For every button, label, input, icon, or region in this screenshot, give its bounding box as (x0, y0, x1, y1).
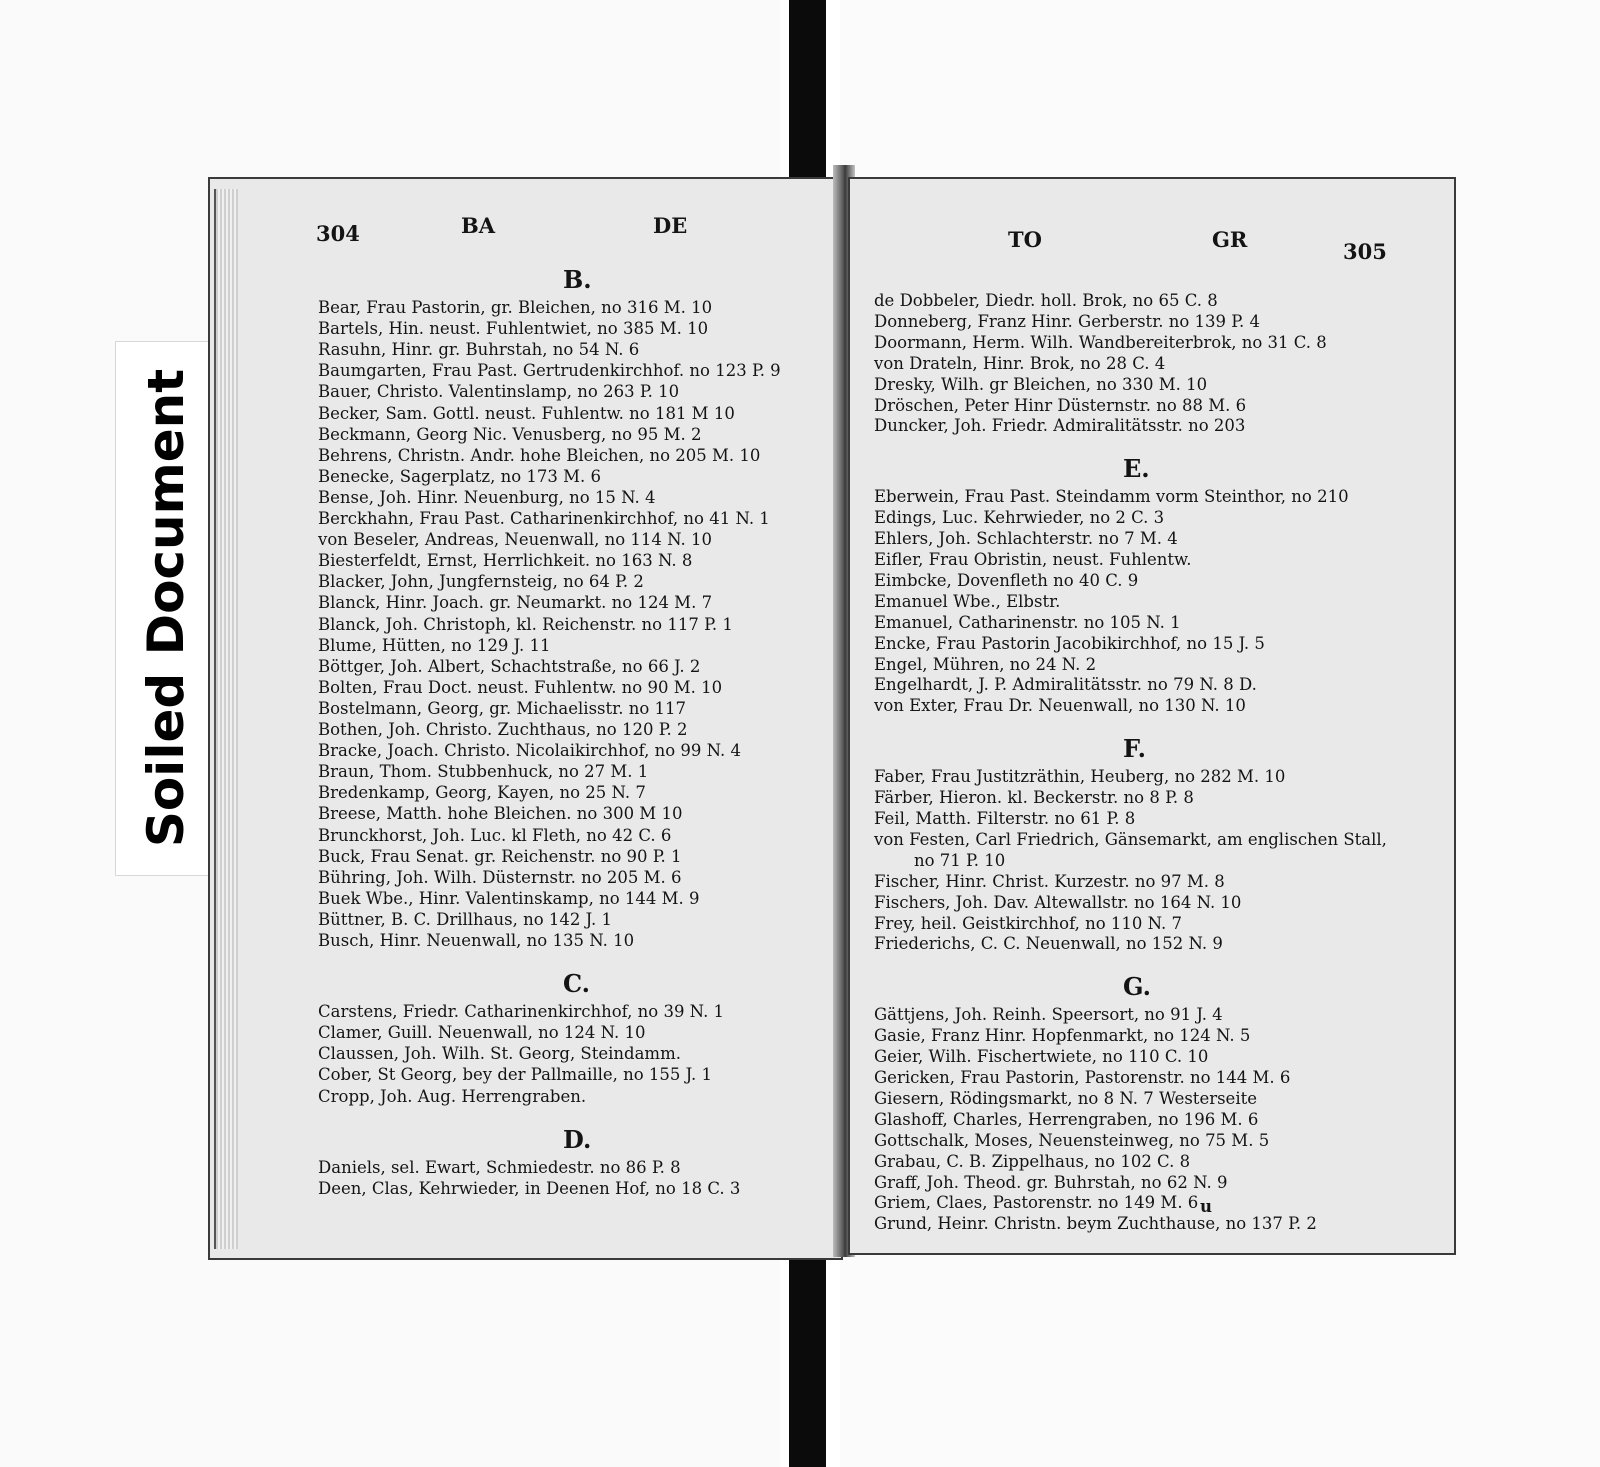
stamp-label: Soiled Document (137, 368, 195, 848)
right-running-head-end: GR (1212, 227, 1248, 252)
directory-entry: Grabau, C. B. Zippelhaus, no 102 C. 8 (874, 1151, 1191, 1171)
directory-entry: Becker, Sam. Gottl. neust. Fuhlentw. no 181 M 10 (318, 403, 735, 423)
right-page-number: 305 (1343, 239, 1387, 264)
directory-entry: Braun, Thom. Stubbenhuck, no 27 M. 1 (318, 762, 649, 782)
directory-entry: Baumgarten, Frau Past. Gertrudenkirchhof. no 123 P. 9 (318, 361, 781, 381)
directory-entry: Fischers, Joh. Dav. Altewallstr. no 164 N. 10 (874, 892, 1242, 912)
directory-entry: Engelhardt, J. P. Admiralitätsstr. no 79 N. 8 D. (874, 675, 1257, 695)
directory-entry: Griem, Claes, Pastorenstr. no 149 M. 6 (874, 1193, 1199, 1213)
directory-entry: no 71 P. 10 (914, 850, 1006, 870)
directory-entry: Daniels, sel. Ewart, Schmiedestr. no 86 P. 8 (318, 1157, 681, 1177)
directory-entry: Buek Wbe., Hinr. Valentinskamp, no 144 M. 9 (318, 888, 700, 908)
directory-entry: Gottschalk, Moses, Neuensteinweg, no 75 M. 5 (874, 1130, 1270, 1150)
directory-entry: Bear, Frau Pastorin, gr. Bleichen, no 316 M. 10 (318, 298, 713, 317)
directory-entry: Graff, Joh. Theod. gr. Buhrstah, no 62 N. 9 (874, 1172, 1228, 1192)
directory-entry: Breese, Matth. hohe Bleichen. no 300 M 10 (318, 804, 683, 824)
directory-entry: von Beseler, Andreas, Neuenwall, no 114 N. 10 (318, 530, 713, 550)
directory-entry: Doormann, Herm. Wilh. Wandbereiterbrok, no 31 C. 8 (874, 332, 1327, 352)
left-page-number: 304 (316, 221, 360, 246)
directory-entry: Blume, Hütten, no 129 J. 11 (318, 635, 551, 655)
directory-entry: Gericken, Frau Pastorin, Pastorenstr. no 144 M. 6 (874, 1068, 1291, 1087)
directory-entry: Buck, Frau Senat. gr. Reichenstr. no 90 P. 1 (318, 846, 682, 866)
directory-entry: Bartels, Hin. neust. Fuhlentwiet, no 385 M. 10 (318, 319, 709, 339)
right-running-head-start: TO (1008, 227, 1042, 252)
directory-entry: Claussen, Joh. Wilh. St. Georg, Steindamm. (318, 1044, 681, 1064)
directory-entry: Emanuel, Catharinenstr. no 105 N. 1 (874, 612, 1181, 632)
directory-entry: Bostelmann, Georg, gr. Michaelisstr. no 117 (318, 698, 686, 718)
directory-entry: Rasuhn, Hinr. gr. Buhrstah, no 54 N. 6 (318, 340, 640, 360)
directory-entry: Behrens, Christn. Andr. hohe Bleichen, no 205 M. 10 (318, 445, 761, 465)
directory-entry: Bothen, Joh. Christo. Zuchthaus, no 120 P. 2 (318, 720, 688, 739)
section-letter: E. (1123, 454, 1150, 484)
directory-entry: Eberwein, Frau Past. Steindamm vorm Steinthor, no 210 (874, 487, 1349, 507)
directory-entry: Brunckhorst, Joh. Luc. kl Fleth, no 42 C. 6 (318, 825, 672, 845)
directory-entry: Feil, Matth. Filterstr. no 61 P. 8 (874, 809, 1136, 828)
directory-entry: Faber, Frau Justitzräthin, Heuberg, no 282 M. 10 (874, 767, 1286, 787)
catchword: u (1200, 1197, 1212, 1216)
section-letter: C. (563, 969, 591, 999)
directory-entry: Bolten, Frau Doct. neust. Fuhlentw. no 90 M. 10 (318, 677, 723, 697)
directory-entry: Clamer, Guill. Neuenwall, no 124 N. 10 (318, 1023, 646, 1043)
directory-entry: von Exter, Frau Dr. Neuenwall, no 130 N. 10 (874, 696, 1246, 716)
directory-entry: Glashoff, Charles, Herrengraben, no 196 M. 6 (874, 1109, 1259, 1129)
directory-entry: Emanuel Wbe., Elbstr. (874, 591, 1061, 611)
directory-entry: Bühring, Joh. Wilh. Düsternstr. no 205 M. 6 (318, 867, 682, 887)
directory-entry: Eimbcke, Dovenfleth no 40 C. 9 (874, 570, 1139, 590)
directory-entry: Biesterfeldt, Ernst, Herrlichkeit. no 163 N. 8 (318, 551, 693, 571)
left-running-head-start: BA (461, 213, 496, 238)
directory-entry: von Drateln, Hinr. Brok, no 28 C. 4 (874, 353, 1166, 373)
directory-entry: Ehlers, Joh. Schlachterstr. no 7 M. 4 (874, 529, 1178, 549)
directory-entry: Giesern, Rödingsmarkt, no 8 N. 7 Westerseite (874, 1088, 1257, 1108)
directory-entry: Dröschen, Peter Hinr Düsternstr. no 88 M. 6 (874, 395, 1247, 415)
directory-entry: Eifler, Frau Obristin, neust. Fuhlentw. (874, 550, 1192, 569)
directory-entry: Benecke, Sagerplatz, no 173 M. 6 (318, 466, 602, 486)
section-letter: G. (1123, 972, 1151, 1002)
directory-entry: Donneberg, Franz Hinr. Gerberstr. no 139 P. 4 (874, 311, 1261, 331)
directory-entry: Bracke, Joach. Christo. Nicolaikirchhof, no 99 N. 4 (318, 741, 742, 761)
directory-entry: Busch, Hinr. Neuenwall, no 135 N. 10 (318, 931, 635, 950)
directory-entry: Geier, Wilh. Fischertwiete, no 110 C. 10 (874, 1047, 1209, 1067)
section-letter: B. (563, 265, 592, 294)
directory-entry: von Festen, Carl Friedrich, Gänsemarkt, am englischen Stall, (874, 829, 1387, 849)
page-edges (214, 189, 238, 1249)
directory-entry: Encke, Frau Pastorin Jacobikirchhof, no 15 J. 5 (874, 633, 1265, 653)
directory-entry: Cropp, Joh. Aug. Herrengraben. (318, 1086, 587, 1106)
directory-entry: Bense, Joh. Hinr. Neuenburg, no 15 N. 4 (318, 487, 656, 507)
directory-entry: Gättjens, Joh. Reinh. Speersort, no 91 J. 4 (874, 1005, 1223, 1025)
directory-entry: Bauer, Christo. Valentinslamp, no 263 P. 10 (318, 382, 680, 402)
section-letter: F. (1123, 734, 1146, 764)
directory-entry: Bredenkamp, Georg, Kayen, no 25 N. 7 (318, 783, 646, 803)
directory-entry: Duncker, Joh. Friedr. Admiralitätsstr. no 203 (874, 416, 1246, 436)
directory-entry: Dresky, Wilh. gr Bleichen, no 330 M. 10 (874, 374, 1208, 394)
directory-entry: de Dobbeler, Diedr. holl. Brok, no 65 C. 8 (874, 291, 1218, 310)
directory-entry: Büttner, B. C. Drillhaus, no 142 J. 1 (318, 909, 612, 929)
directory-entry: Färber, Hieron. kl. Beckerstr. no 8 P. 8 (874, 788, 1194, 808)
directory-entry: Cober, St Georg, bey der Pallmaille, no 155 J. 1 (318, 1065, 712, 1085)
directory-entry: Friederichs, C. C. Neuenwall, no 152 N. 9 (874, 934, 1223, 954)
directory-entry: Blacker, John, Jungfernsteig, no 64 P. 2 (318, 572, 644, 592)
directory-entry: Grund, Heinr. Christn. beym Zuchthause, no 137 P. 2 (874, 1214, 1317, 1234)
directory-entry: Gasie, Franz Hinr. Hopfenmarkt, no 124 N. 5 (874, 1026, 1251, 1046)
directory-entry: Fischer, Hinr. Christ. Kurzestr. no 97 M. 8 (874, 871, 1225, 891)
directory-entry: Blanck, Joh. Christoph, kl. Reichenstr. no 117 P. 1 (318, 614, 733, 634)
directory-entry: Blanck, Hinr. Joach. gr. Neumarkt. no 124 M. 7 (318, 593, 713, 613)
directory-entry: Carstens, Friedr. Catharinenkirchhof, no 39 N. 1 (318, 1002, 725, 1022)
directory-entry: Frey, heil. Geistkirchhof, no 110 N. 7 (874, 913, 1182, 933)
left-running-head-end: DE (653, 213, 688, 238)
directory-entry: Berckhahn, Frau Past. Catharinenkirchhof, no 41 N. 1 (318, 509, 770, 528)
directory-entry: Böttger, Joh. Albert, Schachtstraße, no 66 J. 2 (318, 656, 701, 676)
directory-entry: Beckmann, Georg Nic. Venusberg, no 95 M. 2 (318, 424, 702, 444)
directory-entry: Engel, Mühren, no 24 N. 2 (874, 654, 1097, 674)
section-letter: D. (563, 1124, 592, 1154)
directory-entry: Deen, Clas, Kehrwieder, in Deenen Hof, no 18 C. 3 (318, 1178, 741, 1198)
directory-entry: Edings, Luc. Kehrwieder, no 2 C. 3 (874, 508, 1165, 528)
